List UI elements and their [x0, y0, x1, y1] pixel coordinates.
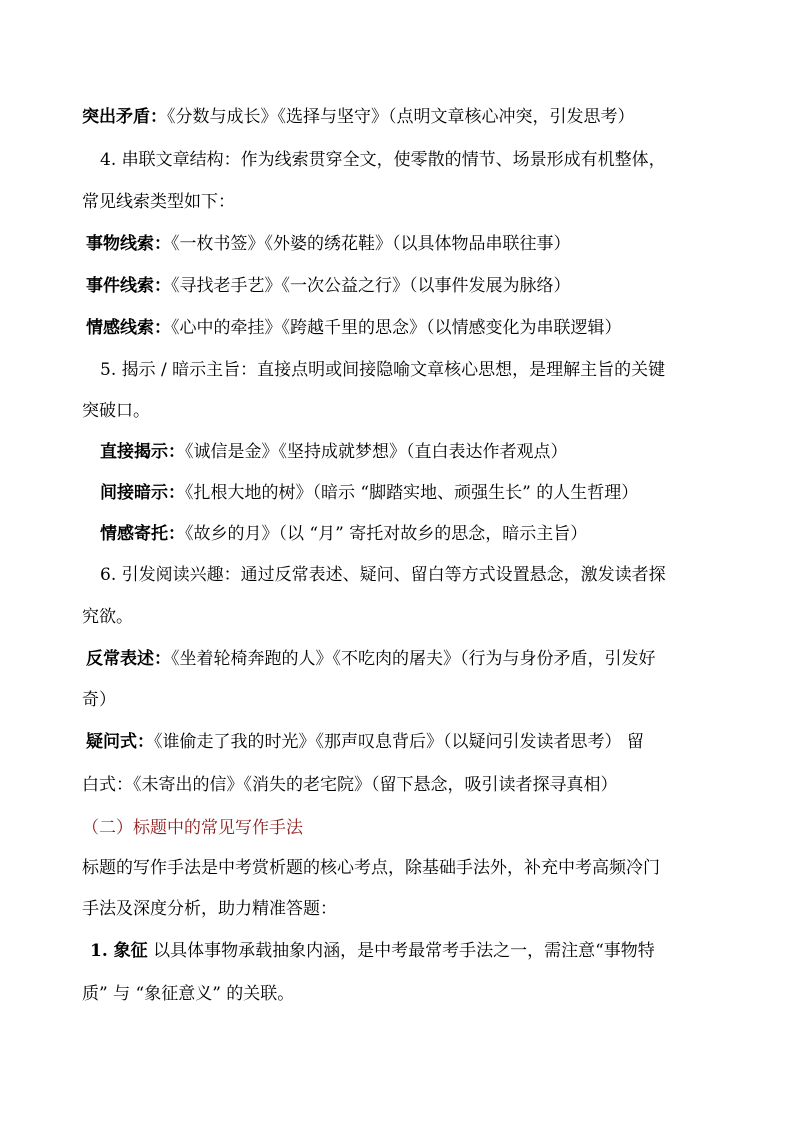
text-line — [82, 106, 635, 128]
text-line — [86, 275, 571, 297]
text-line — [100, 523, 587, 545]
line-text: 白式：《未寄出的信》《消失的老宅院》（留下悬念，吸引读者探寻真相） — [82, 775, 618, 795]
line-text: 究欲。 — [82, 607, 133, 627]
text-line — [82, 983, 294, 1005]
line-text: 《诚信是金》《坚持成就梦想》（直白表达作者观点） — [185, 442, 568, 462]
line-label: 突出矛盾： — [82, 107, 167, 127]
text-line — [86, 731, 644, 753]
line-label: 疑问式： — [86, 732, 154, 752]
text-line — [86, 233, 571, 255]
line-text: 质” 与 “象征意义” 的关联。 — [82, 984, 295, 1004]
line-label: 情感寄托： — [100, 524, 185, 544]
heading-text: （二）标题中的常见写作手法 — [82, 818, 303, 838]
line-text: 《一枚书签》《外婆的绣花鞋》（以具体物品串联往事） — [171, 234, 571, 254]
line-text: 奇） — [82, 690, 116, 710]
section-heading — [82, 817, 303, 839]
line-text: 6. 引发阅读兴趣：通过反常表述、疑问、留白等方式设置悬念，激发读者探 — [100, 565, 666, 585]
text-line — [100, 564, 666, 586]
line-label: 1. 象征 — [90, 941, 148, 961]
line-text: 《故乡的月》（以 “月” 寄托对故乡的思念，暗示主旨） — [185, 524, 588, 544]
line-label: 情感线索： — [86, 318, 171, 338]
line-text: 5. 揭示 / 暗示主旨：直接点明或间接隐喻文章核心思想，是理解主旨的关键 — [100, 360, 666, 380]
line-text: 4. 串联文章结构：作为线索贯穿全文，使零散的情节、场景形成有机整体， — [100, 150, 666, 170]
line-text: 《扎根大地的树》（暗示 “脚踏实地、顽强生长” 的人生哲理） — [185, 483, 639, 503]
text-line — [86, 648, 656, 670]
text-line — [100, 149, 666, 171]
text-line — [100, 482, 638, 504]
line-text: 突破口。 — [82, 401, 150, 421]
text-line — [82, 774, 618, 796]
line-text: 《坐着轮椅奔跑的人》《不吃肉的屠夫》（行为与身份矛盾，引发好 — [171, 649, 656, 669]
line-text: 以具体事物承载抽象内涵，是中考最常考手法之一，需注意“事物特 — [147, 941, 655, 961]
line-text: 手法及深度分析，助力精准答题： — [82, 899, 337, 919]
text-line — [82, 898, 337, 920]
text-line — [82, 191, 235, 213]
text-line — [82, 606, 133, 628]
text-line — [82, 689, 116, 711]
line-text: 常见线索类型如下： — [82, 192, 235, 212]
line-label: 事物线索： — [86, 234, 171, 254]
line-text: 标题的写作手法是中考赏析题的核心考点，除基础手法外，补充中考高频冷门 — [82, 858, 660, 878]
text-line — [100, 441, 568, 463]
line-text: 《分数与成长》《选择与坚守》（点明文章核心冲突，引发思考） — [167, 107, 635, 127]
text-line — [90, 940, 655, 962]
text-line — [82, 857, 660, 879]
text-line — [100, 359, 665, 381]
line-label: 反常表述： — [86, 649, 171, 669]
line-label: 事件线索： — [86, 276, 171, 296]
line-text: 《寻找老手艺》《一次公益之行》（以事件发展为脉络） — [171, 276, 571, 296]
line-label: 直接揭示： — [100, 442, 185, 462]
line-text: 《谁偷走了我的时光》《那声叹息背后》（以疑问引发读者思考） 留 — [154, 732, 644, 752]
text-line — [86, 317, 622, 339]
line-text: 《心中的牵挂》《跨越千里的思念》（以情感变化为串联逻辑） — [171, 318, 622, 338]
text-line — [82, 400, 150, 422]
line-label: 间接暗示： — [100, 483, 185, 503]
